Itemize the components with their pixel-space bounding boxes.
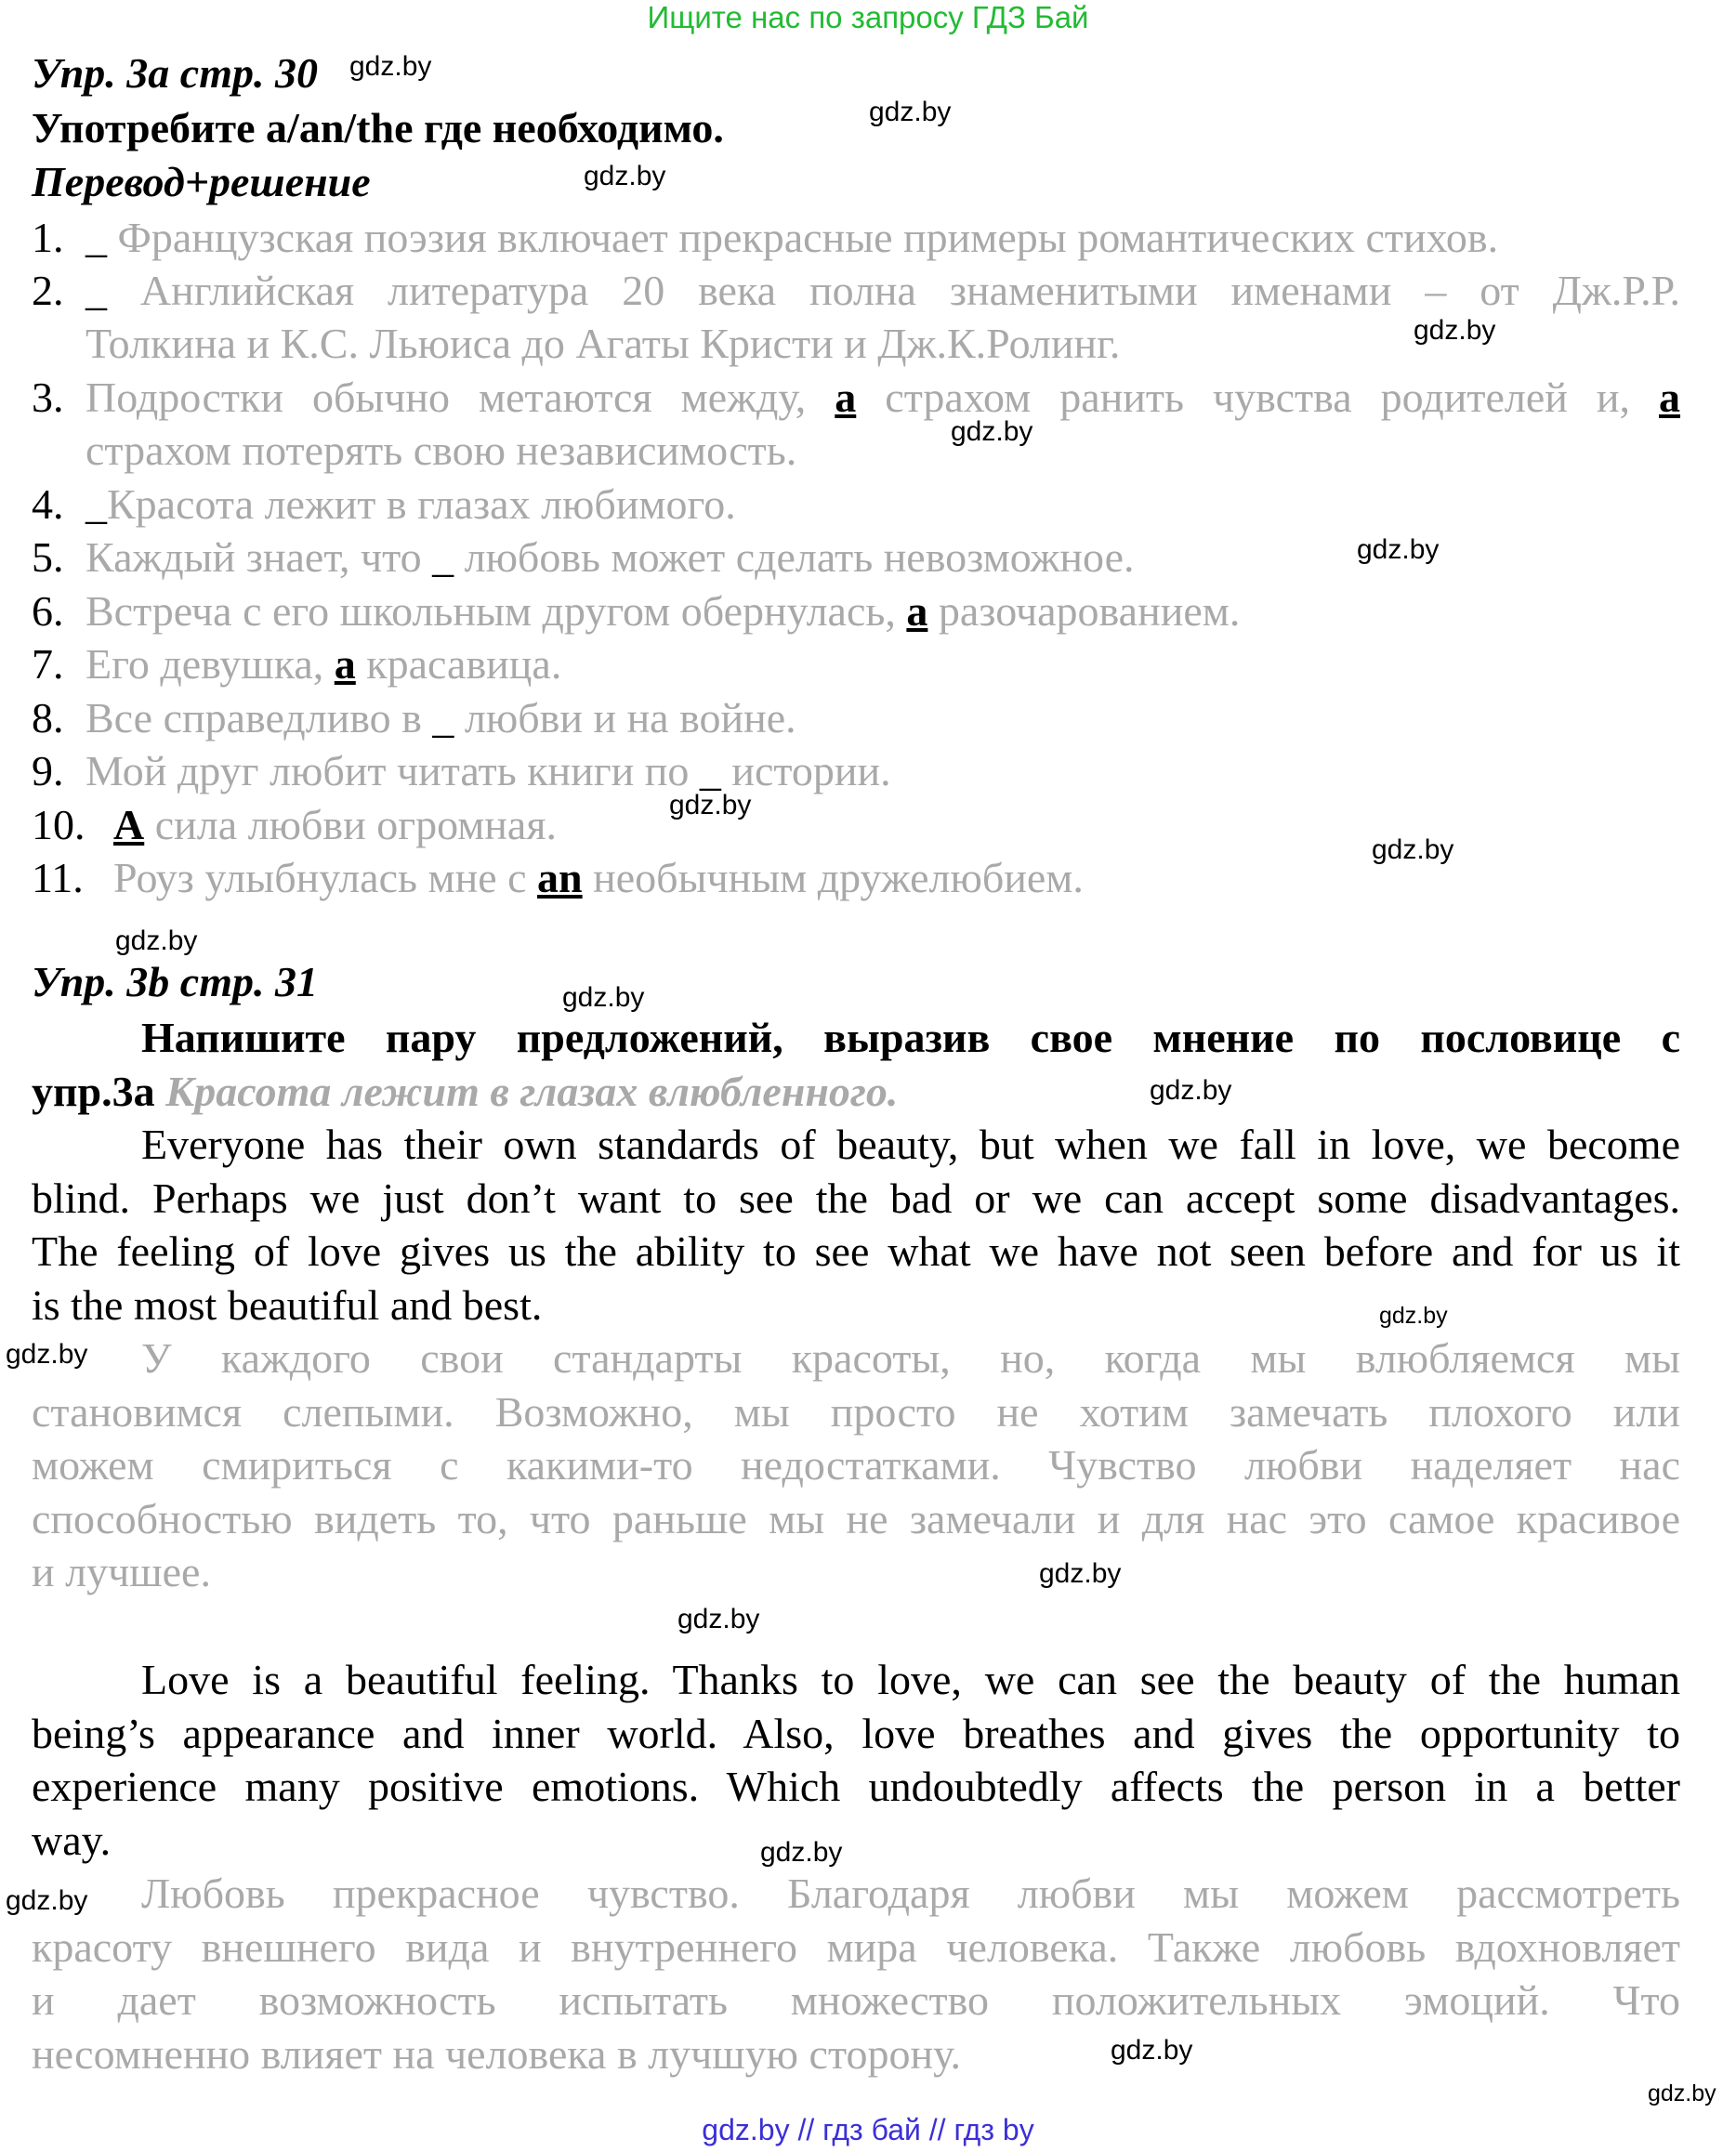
list-item: 1. _ Французская поэзия включает прекрасные примеры романтических стихов. — [32, 214, 1499, 261]
watermark: gdz.by — [6, 1339, 88, 1370]
watermark: gdz.by — [562, 982, 645, 1013]
text-line: is the most beautiful and best. — [32, 1280, 543, 1329]
watermark: gdz.by — [1372, 834, 1454, 865]
watermark: gdz.by — [1150, 1075, 1232, 1106]
ex3a-title: Упр. 3а стр. 30 — [32, 49, 319, 97]
text-line: being’s appearance and inner world. Also, love breathes and gives the opportunity to — [32, 1709, 1680, 1757]
list-item: 4. _Красота лежит в глазах любимого. — [32, 480, 736, 528]
text-line: У каждого свои стандарты красоты, но, когда мы влюбляемся мы — [141, 1334, 1680, 1382]
ex3b-p2-en — [32, 1653, 1680, 1867]
text-line: становимся слепыми. Возможно, мы просто не хотим замечать плохого или — [32, 1387, 1680, 1436]
list-item-cont: страхом потерять свою независимость. — [85, 426, 797, 474]
ex3b-task-line2: упр.3а Красота лежит в глазах влюбленного. — [32, 1067, 899, 1115]
watermark: gdz.by — [669, 790, 752, 820]
watermark: gdz.by — [115, 925, 198, 956]
text-line: The feeling of love gives us the ability to see what we have not seen before and for us it — [32, 1227, 1680, 1275]
ex3b-p1-ru — [32, 1332, 1680, 1599]
list-item: 2. _ Английская литература 20 века полна знаменитыми именами – от Дж.Р.Р. — [32, 267, 1680, 314]
text-line: способностью видеть то, что раньше мы не замечали и для нас это самое красивое — [32, 1494, 1680, 1542]
watermark: gdz.by — [1648, 2080, 1716, 2106]
ex3a-task: Употребите a/an/the где необходимо. — [32, 104, 724, 151]
list-item: 9. Мой друг любит читать книги по _ истории. — [32, 747, 891, 794]
watermark: gdz.by — [1111, 2035, 1193, 2066]
text-line: и лучшее. — [32, 1548, 211, 1595]
list-item: 6. Встреча с его школьным другом обернулась, a разочарованием. — [32, 587, 1241, 635]
watermark: gdz.by — [6, 1885, 88, 1916]
text-line: Everyone has their own standards of beauty, but when we fall in love, we become — [141, 1121, 1680, 1168]
ex3a-subtitle: Перевод+решение — [32, 158, 371, 205]
list-item-cont: Толкина и К.С. Льюиса до Агаты Кристи и Дж.К.Ролинг. — [85, 320, 1121, 367]
list-item: 5. Каждый знает, что _ любовь может сделать невозможное. — [32, 533, 1135, 581]
watermark: gdz.by — [1379, 1303, 1448, 1329]
watermark: gdz.by — [951, 416, 1033, 447]
watermark: gdz.by — [760, 1837, 843, 1868]
ex3b-task — [32, 1011, 1680, 1118]
list-item: 7. Его девушка, a красавица. — [32, 640, 562, 688]
list-item: 10. A сила любви огромная. — [32, 801, 557, 848]
list-item: 3. Подростки обычно метаются между, a страхом ранить чувства родителей и, a — [32, 374, 1681, 421]
ex3b-p2-ru — [32, 1867, 1680, 2080]
text-line: blind. Perhaps we just don’t want to see the bad or we can accept some disadvantages. — [32, 1174, 1680, 1222]
text-line: Любовь прекрасное чувство. Благодаря любви мы можем рассмотреть — [141, 1870, 1680, 1917]
text-line: красоту внешнего вида и внутреннего мира человека. Также любовь вдохновляет — [32, 1922, 1680, 1971]
text-line: way. — [32, 1816, 112, 1864]
watermark: gdz.by — [869, 97, 952, 127]
ex3b-p1-en — [32, 1118, 1680, 1332]
ex3b-task-line1: Напишите пару предложений, выразив свое мнение по пословице с — [141, 1014, 1680, 1061]
ex3b-title: Упр. 3b стр. 31 — [32, 958, 319, 1005]
text-line: и дает возможность испытать множество положительных эмоций. Что — [32, 1976, 1680, 2024]
list-item: 11. Роуз улыбнулась мне с an необычным дружелюбием. — [32, 854, 1084, 901]
text-line: несомненно влияет на человека в лучшую сторону. — [32, 2029, 961, 2078]
text-line: Love is a beautiful feeling. Thanks to love, we can see the beauty of the human — [141, 1656, 1680, 1703]
list-item: 8. Все справедливо в _ любви и на войне. — [32, 694, 796, 741]
watermark: gdz.by — [1039, 1558, 1122, 1589]
watermark: gdz.by — [584, 161, 666, 191]
top-banner[interactable]: Ищите нас по запросу ГДЗ Бай — [647, 0, 1089, 34]
footer-links[interactable]: gdz.by // гдз бай // гдз by — [702, 2113, 1034, 2146]
watermark: gdz.by — [349, 51, 432, 82]
text-line: experience many positive emotions. Which undoubtedly affects the person in a better — [32, 1763, 1680, 1810]
watermark: gdz.by — [677, 1604, 760, 1634]
watermark: gdz.by — [1414, 315, 1496, 346]
watermark: gdz.by — [1357, 534, 1440, 565]
text-line: можем смириться с какими-то недостатками. Чувство любви наделяет нас — [32, 1441, 1680, 1489]
